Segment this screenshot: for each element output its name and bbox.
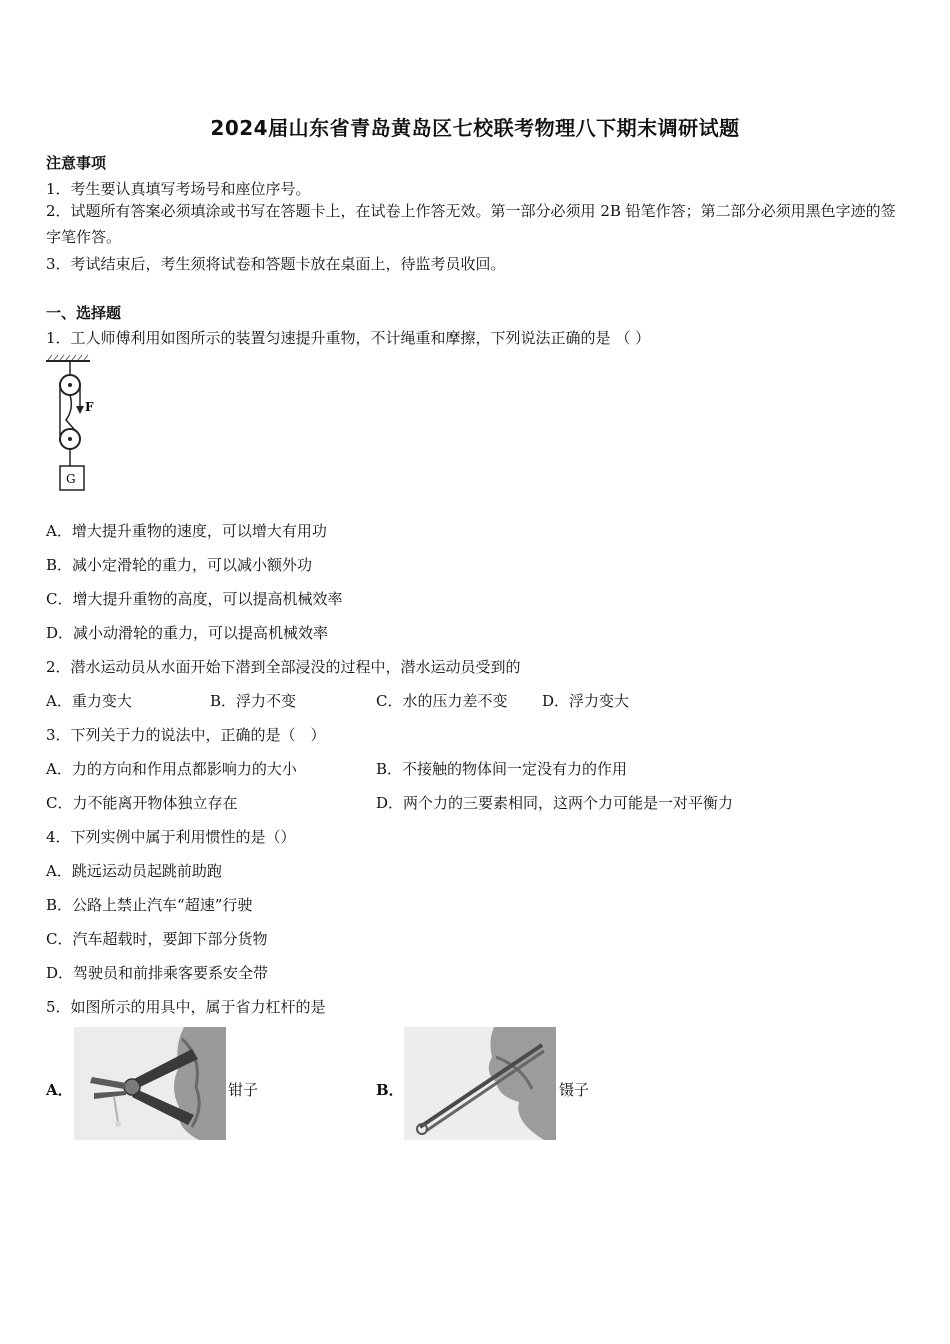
q1-option-b: B．减小定滑轮的重力，可以减小额外功: [46, 556, 313, 574]
q2-option-b: B．浮力不变: [210, 692, 297, 710]
pliers-photo: [74, 1027, 226, 1140]
notice-heading: 注意事项: [46, 154, 107, 172]
q5-option-a-caption: 钳子: [228, 1081, 259, 1099]
q5-option-b-letter: B．: [376, 1081, 404, 1099]
q3-stem: 3．下列关于力的说法中，正确的是（ ）: [46, 726, 326, 744]
section-heading: 一、选择题: [46, 304, 122, 322]
q4-option-b: B．公路上禁止汽车“超速”行驶: [46, 896, 253, 914]
force-label: F: [85, 400, 94, 414]
q5-option-b-caption: 镊子: [559, 1081, 590, 1099]
q3-option-b: B．不接触的物体间一定没有力的作用: [376, 760, 628, 778]
q3-option-c: C．力不能离开物体独立存在: [46, 794, 238, 812]
q2-option-a: A．重力变大: [46, 692, 132, 710]
weight-label: G: [66, 472, 76, 486]
notice-item-1: 1．考生要认真填写考场号和座位序号。: [46, 180, 311, 198]
q2-stem: 2．潜水运动员从水面开始下潜到全部浸没的过程中，潜水运动员受到的: [46, 658, 521, 676]
q4-option-a: A．跳远运动员起跳前助跑: [46, 862, 222, 880]
q3-option-d: D．两个力的三要素相同，这两个力可能是一对平衡力: [376, 794, 734, 812]
q1-option-c: C．增大提升重物的高度，可以提高机械效率: [46, 590, 343, 608]
pulley-figure: [44, 354, 108, 496]
q2-option-c: C．水的压力差不变: [376, 692, 508, 710]
q1-stem: 1．工人师傅利用如图所示的装置匀速提升重物，不计绳重和摩擦，下列说法正确的是 （ ）: [46, 329, 651, 347]
q1-option-a: A．增大提升重物的速度，可以增大有用功: [46, 522, 327, 540]
q5-option-a-letter: A．: [46, 1081, 73, 1099]
notice-item-3: 3．考试结束后，考生须将试卷和答题卡放在桌面上，待监考员收回。: [46, 255, 506, 273]
q1-option-d: D．减小动滑轮的重力，可以提高机械效率: [46, 624, 329, 642]
q3-option-a: A．力的方向和作用点都影响力的大小: [46, 760, 297, 778]
tweezers-photo: [404, 1027, 556, 1140]
page-title: 2024届山东省青岛黄岛区七校联考物理八下期末调研试题: [210, 116, 740, 140]
q4-option-d: D．驾驶员和前排乘客要系安全带: [46, 964, 269, 982]
notice-item-2: 2．试题所有答案必须填涂或书写在答题卡上，在试卷上作答无效。第一部分必须用 2B 铅笔作答；第二部分必须用黑色字迹的签字笔作答。: [46, 202, 896, 246]
q4-option-c: C．汽车超载时，要卸下部分货物: [46, 930, 268, 948]
q2-option-d: D．浮力变大: [542, 692, 630, 710]
q5-stem: 5．如图所示的用具中，属于省力杠杆的是: [46, 998, 326, 1016]
q4-stem: 4．下列实例中属于利用惯性的是（）: [46, 828, 296, 846]
